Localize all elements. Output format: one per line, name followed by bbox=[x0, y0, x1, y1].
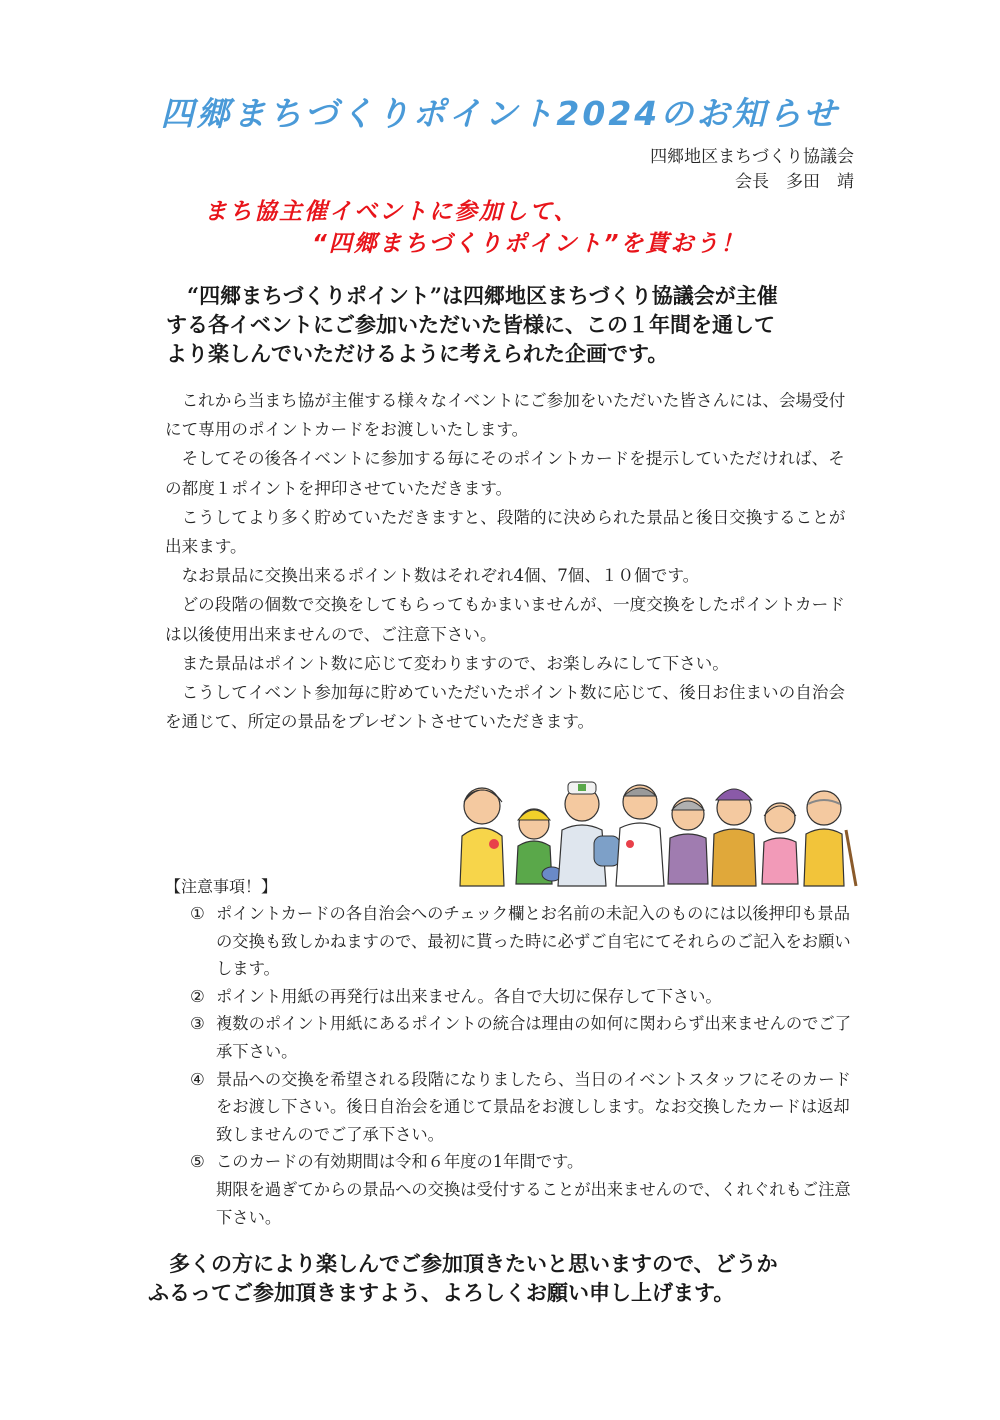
body-paragraph: どの段階の個数で交換をしてもらってもかまいませんが、一度交換をしたポイントカードは以後使用出来ませんので、ご注意下さい。 bbox=[165, 595, 845, 644]
body-paragraph: なお景品に交換出来るポイント数はそれぞれ4個、7個、１０個です。 bbox=[181, 566, 700, 586]
lead-line: “四郷まちづくりポイント”は四郷地区まちづくり協議会が主催 bbox=[187, 283, 778, 308]
closing-line: ふるってご参加頂きますよう、よろしくお願い申し上げます。 bbox=[148, 1280, 735, 1305]
person-illustration bbox=[616, 785, 664, 886]
note-text: ポイント用紙の再発行は出来ません。各自で大切に保存して下さい。 bbox=[216, 986, 722, 1006]
note-number: ② bbox=[190, 986, 205, 1006]
note-number: ⑤ bbox=[190, 1152, 205, 1172]
person-illustration bbox=[460, 788, 504, 886]
note-number: ① bbox=[190, 904, 205, 923]
note-text: 景品への交換を希望される段階になりましたら、当日のイベントスタッフにそのカードをお渡し下さい。後日自治会を通じて景品をお渡しします。なお交換したカードは返却致しませんのでご了承下さい。 bbox=[216, 1069, 851, 1144]
page-title: 四郷まちづくりポイント2024のお知らせ bbox=[160, 94, 840, 133]
catchphrase-line2: “四郷まちづくりポイント”を貰おう！ bbox=[312, 231, 746, 257]
lead-line: する各イベントにご参加いただいた皆様に、この１年間を通して bbox=[166, 312, 775, 337]
organization-block bbox=[650, 145, 854, 195]
note-number: ③ bbox=[190, 1014, 205, 1034]
note-item bbox=[190, 1066, 860, 1149]
body-paragraph: こうしてイベント参加毎に貯めていただいたポイント数に応じて、後日お住まいの自治会を通じて、所定の景品をプレゼントさせていただきます。 bbox=[165, 683, 846, 732]
closing-message bbox=[148, 1249, 868, 1307]
lead-line: より楽しんでいただけるように考えられた企画です。 bbox=[166, 341, 669, 366]
note-text-line: このカードの有効期間は令和６年度の1年間です。 bbox=[216, 1152, 584, 1172]
person-illustration bbox=[558, 782, 620, 886]
person-illustration bbox=[762, 803, 798, 884]
note-item bbox=[190, 1010, 860, 1065]
catchphrase-line1: まち協主催イベントに参加して、 bbox=[204, 199, 579, 225]
notes-title: 【注意事項！】 bbox=[165, 877, 278, 896]
person-illustration bbox=[804, 791, 856, 886]
organization-name: 四郷地区まちづくり協議会 bbox=[650, 147, 854, 167]
community-people-illustration bbox=[444, 774, 864, 892]
note-number: ④ bbox=[190, 1069, 205, 1089]
note-item bbox=[190, 900, 860, 983]
note-text: 複数のポイント用紙にあるポイントの統合は理由の如何に関わらず出来ませんのでご了承下さい。 bbox=[216, 1014, 851, 1061]
body-paragraph: また景品はポイント数に応じて変わりますので、お楽しみにして下さい。 bbox=[181, 653, 729, 673]
person-illustration bbox=[668, 798, 708, 884]
notes-list bbox=[190, 900, 860, 1231]
note-item bbox=[190, 1148, 860, 1231]
note-text-line: 期限を過ぎてからの景品への交換は受付することが出来ませんので、くれぐれもご注意下さい。 bbox=[216, 1179, 851, 1227]
body-paragraph: これから当まち協が主催する様々なイベントにご参加をいただいた皆さんには、会場受付にて専用のポイントカードをお渡しいたします。 bbox=[165, 391, 846, 440]
body-paragraph: こうしてより多く貯めていただきますと、段階的に決められた景品と後日交換することが出来ます。 bbox=[165, 507, 846, 557]
note-item bbox=[190, 983, 860, 1011]
body-text bbox=[165, 386, 860, 736]
person-illustration bbox=[712, 789, 756, 886]
note-text: ポイントカードの各自治会へのチェック欄とお名前の未記入のものには以後押印も景品の交換も致しかねますので、最初に貰った時に必ずご自宅にてそれらのご記入をお願いします。 bbox=[216, 904, 851, 979]
person-illustration bbox=[516, 809, 562, 884]
lead-paragraph bbox=[166, 281, 856, 368]
closing-line: 多くの方により楽しんでご参加頂きたいと思いますので、どうか bbox=[169, 1251, 778, 1276]
chairman-name: 会長 多田 靖 bbox=[735, 172, 854, 192]
note-text bbox=[216, 1148, 860, 1231]
body-paragraph: そしてその後各イベントに参加する毎にそのポイントカードを提示していただければ、その都度１ポイントを押印させていただきます。 bbox=[165, 449, 845, 498]
